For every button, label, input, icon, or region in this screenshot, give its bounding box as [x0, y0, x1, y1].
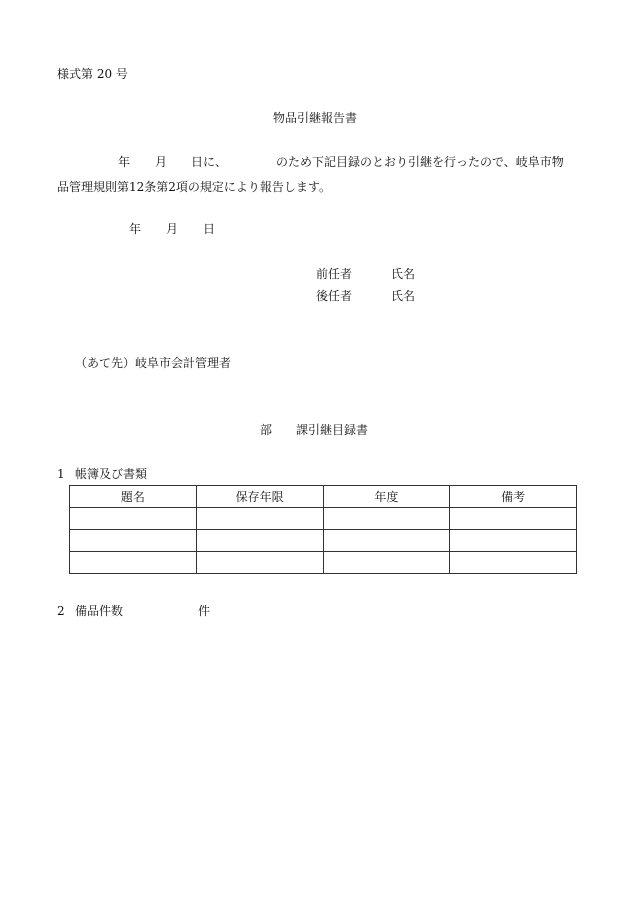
table-cell [196, 530, 323, 552]
column-header: 備考 [450, 486, 577, 508]
inventory-section-title: 課引継目録書 [296, 423, 369, 437]
section-label: 帳簿及び書類 [75, 467, 148, 481]
section-number: 1 [57, 467, 65, 481]
count-unit-label: 件 [198, 604, 211, 618]
table-cell [70, 508, 197, 530]
section-label: 備品件数 [75, 604, 124, 618]
document-title: 物品引継報告書 [272, 111, 357, 125]
table-cell [323, 552, 450, 574]
table-header-row [70, 486, 577, 508]
table-row [70, 530, 577, 552]
table-cell [196, 552, 323, 574]
date-month-label: 月 [166, 222, 179, 236]
report-body-line-2: 品管理規則第12条第2項の規定により報告します。 [57, 180, 331, 194]
section-number: 2 [57, 604, 65, 618]
table-cell [450, 552, 577, 574]
table-cell [70, 552, 197, 574]
signature-role: 前任者 [316, 267, 353, 281]
signature-role: 後任者 [316, 289, 353, 303]
column-header: 題名 [70, 486, 197, 508]
section-2-heading [57, 604, 211, 618]
signature-name-label: 氏名 [391, 289, 416, 303]
table-cell [323, 508, 450, 530]
body-month-label: 月 [155, 155, 168, 169]
table-cell [323, 530, 450, 552]
column-header: 年度 [323, 486, 450, 508]
column-header: 保存年限 [196, 486, 323, 508]
body-reason-text: のため下記目録のとおり引継を行ったので、岐阜市物 [276, 155, 564, 169]
date-day-label: 日 [203, 222, 216, 236]
table-cell [450, 530, 577, 552]
body-day-label: 日に、 [191, 155, 228, 169]
table-row [70, 552, 577, 574]
form-number: 様式第 20 号 [57, 67, 128, 81]
section-1-heading [57, 467, 147, 481]
date-year-label: 年 [129, 222, 142, 236]
table-row [70, 508, 577, 530]
body-year-label: 年 [118, 155, 131, 169]
inventory-dept-label: 部 [260, 423, 273, 437]
records-table [69, 485, 577, 574]
table-cell [450, 508, 577, 530]
signature-name-label: 氏名 [391, 267, 416, 281]
table-cell [196, 508, 323, 530]
addressee: （あて先）岐阜市会計管理者 [75, 356, 232, 370]
table-cell [70, 530, 197, 552]
